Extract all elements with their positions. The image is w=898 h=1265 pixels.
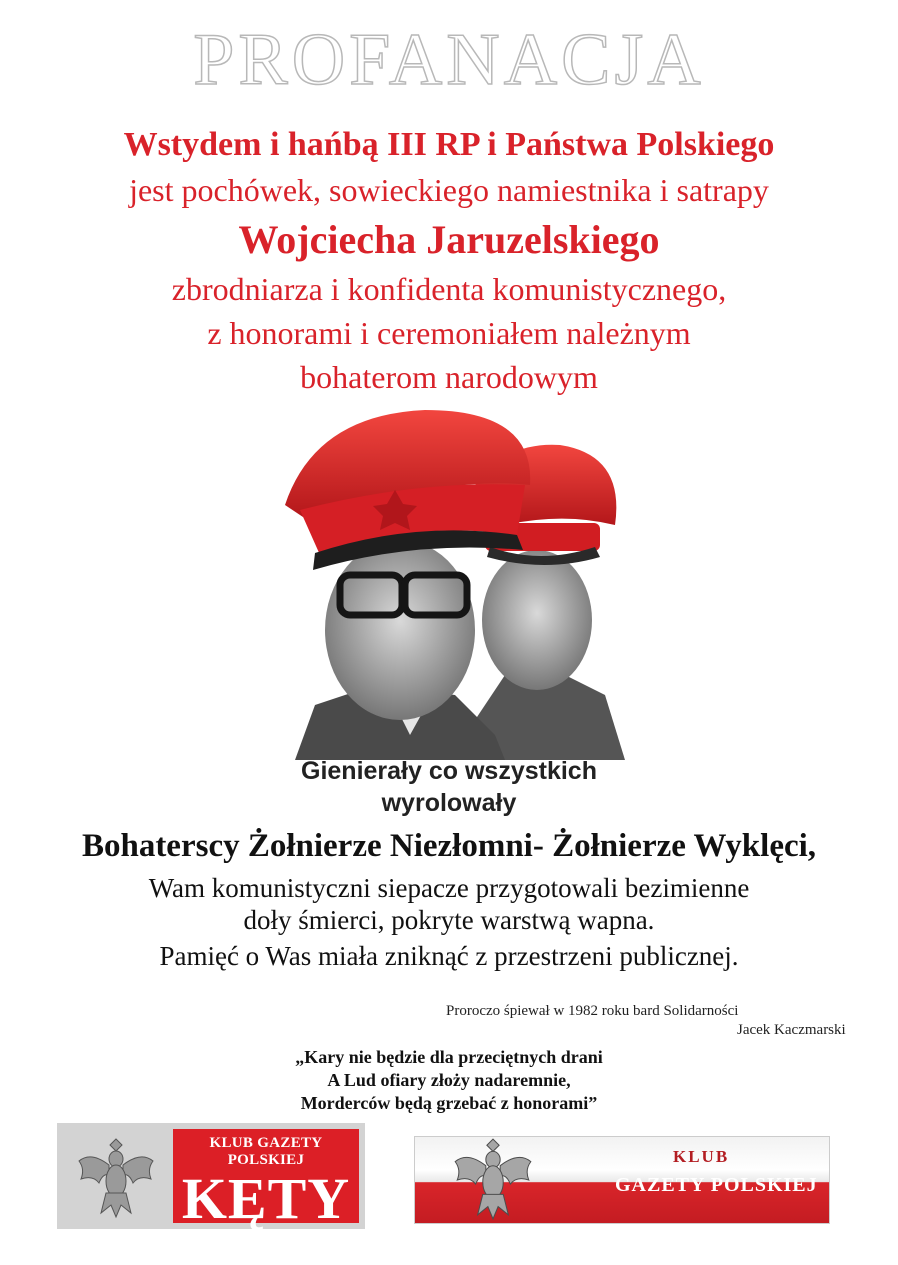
quote-line-2: A Lud ofiary złoży nadaremnie, bbox=[327, 1070, 571, 1090]
headline-line-5: z honorami i ceremoniałem należnym bbox=[207, 315, 691, 351]
attribution-line-2: Jacek Kaczmarski bbox=[737, 1022, 846, 1038]
headline-name: Wojciecha Jaruzelskiego bbox=[238, 217, 660, 262]
logo-right-klub-text: KLUB bbox=[673, 1147, 730, 1166]
eagle-icon bbox=[443, 1136, 543, 1224]
tribute-line-2: doły śmierci, pokryte warstwą wapna. bbox=[243, 905, 655, 935]
eagle-icon bbox=[71, 1131, 161, 1221]
quote-line-3: Morderców będą grzebać z honorami” bbox=[300, 1093, 598, 1113]
headline-line-6: bohaterom narodowym bbox=[300, 359, 598, 395]
tribute-line-1: Wam komunistyczni siepacze przygotowali bezimienne bbox=[148, 873, 750, 903]
logo-left-klub-text: KLUB GAZETY POLSKIEJ bbox=[209, 1135, 323, 1168]
tribute-line-3: Pamięć o Was miała zniknąć z przestrzeni publicznej. bbox=[159, 941, 739, 971]
kety-brand-box bbox=[173, 1129, 359, 1231]
tribute-heading: Bohaterscy Żołnierze Niezłomni- Żołnierze Wyklęci, bbox=[81, 828, 817, 864]
headline-line-2: jest pochówek, sowieckiego namiestnika i satrapy bbox=[129, 172, 769, 208]
quote-line-1: „Kary nie będzie dla przeciętnych drani bbox=[295, 1047, 603, 1067]
page-title: PROFANACJA bbox=[193, 19, 705, 101]
attribution-line-1: Proroczo śpiewał w 1982 roku bard Solidarności bbox=[446, 1003, 739, 1019]
headline-line-1: Wstydem i hańbą III RP i Państwa Polskiego bbox=[123, 126, 775, 163]
logo-klub-kety bbox=[57, 1123, 365, 1229]
headline-line-4: zbrodniarza i konfidenta komunistycznego, bbox=[171, 271, 727, 307]
logo-klub-gazety-polskiej bbox=[414, 1136, 830, 1224]
generals-photo bbox=[255, 405, 635, 760]
logo-right-name-text: GAZETY POLSKIEJ bbox=[615, 1174, 818, 1196]
photo-caption-line-2: wyrolowały bbox=[381, 789, 517, 817]
photo-caption-line-1: Gienierały co wszystkich bbox=[301, 757, 597, 785]
logo-left-city-text: KĘTY bbox=[181, 1166, 351, 1231]
